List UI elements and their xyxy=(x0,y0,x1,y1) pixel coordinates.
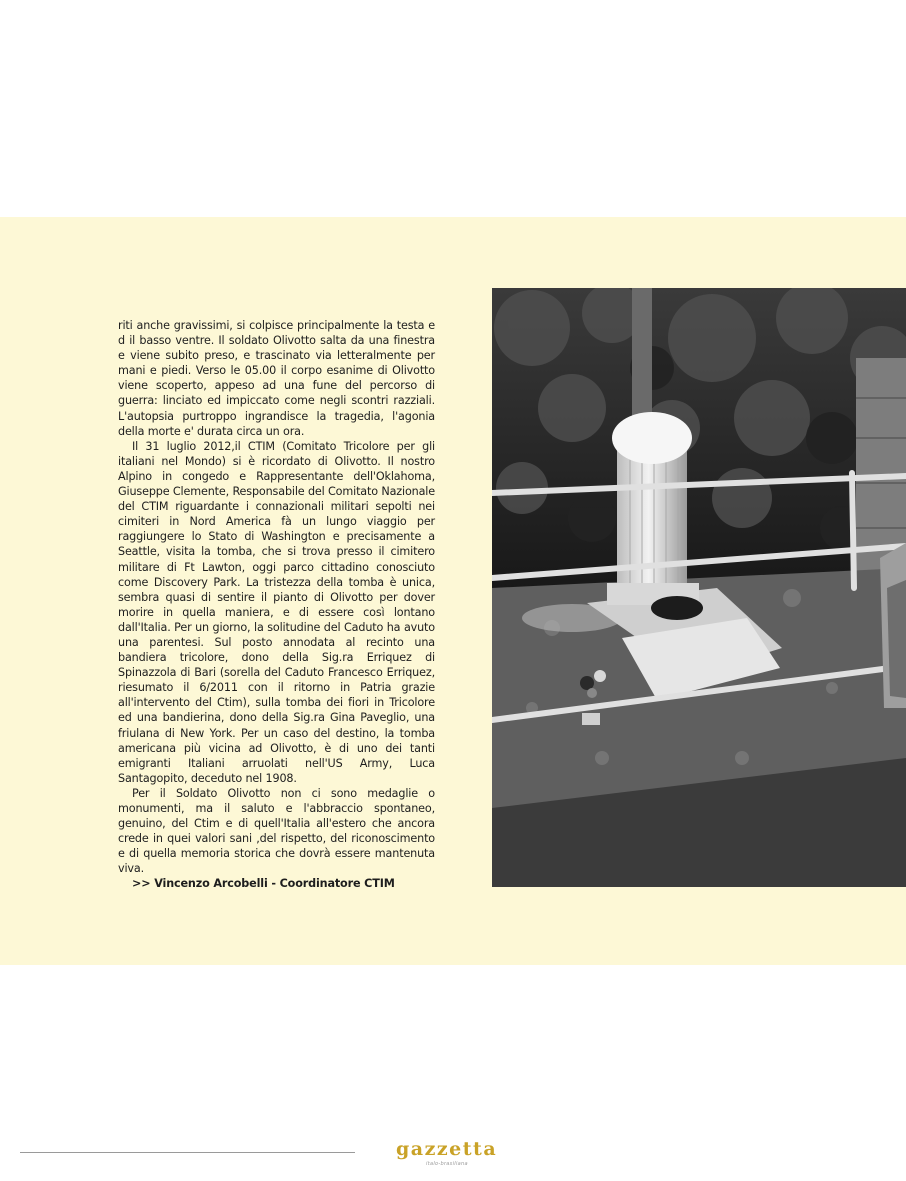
article-paragraph: Per il Soldato Olivotto non ci sono medaglie o monumenti, ma il saluto e l'abbraccio spontaneo, genuino, del Ctim e di quell'Italia all'estero che ancora crede in quei valori sani ,del rispetto, del riconoscimento e di quella memoria storica che dovrà essere mantenuta viva. xyxy=(118,786,435,876)
grave-photo xyxy=(492,288,906,887)
footer-divider xyxy=(20,1152,355,1153)
article-paragraph: riti anche gravissimi, si colpisce principalmente la testa e d il basso ventre. Il soldato Olivotto salta da una finestra e viene subito preso, e trascinato via letteralmente per mani e piedi. Verso le 05.00 il corpo esanime di Olivotto viene scoperto, appeso ad una fune del percorso di guerra: linciato ed impiccato come negli scontri razziali. L'autopsia purtroppo ingrandisce la tragedia, l'agonia della morte e' durata circa un ora. xyxy=(118,319,435,438)
logo-wordmark: gazzetta xyxy=(396,1138,498,1160)
article-signature: >> Vincenzo Arcobelli - Coordinatore CTIM xyxy=(132,877,395,891)
logo-subtitle: italo-brasiliana xyxy=(426,1161,468,1167)
article-paragraph: Il 31 luglio 2012,il CTIM (Comitato Tricolore per gli italiani nel Mondo) si è ricordato di Olivotto. Il nostro Alpino in congedo e Rappresentante dell'Oklahoma, Giuseppe Clemente, Responsabile del Comitato Nazionale del CTIM riguardante i connazionali militari sepolti nei cimiteri in Nord America fà un lungo viaggio per raggiungere lo Stato di Washington e precisamente a Seattle, visita la tomba, che si trova presso il cimitero militare di Ft Lawton, oggi parco cittadino conosciuto come Discovery Park. La tristezza della tomba è unica, sembra quasi di sentire il pianto di Olivotto per dover morire in quella maniera, e di essere così lontano dall'Italia. Per un giorno, la solitudine del Caduto ha avuto una parentesi. Sul posto annodata al recinto una bandiera tricolore, dono della Sig.ra Erriquez di Spinazzola di Bari (sorella del Caduto Francesco Erriquez, riesumato il 6/2011 con il ritorno in Patria grazie all'intervento del Ctim), sulla tomba dei fiori in Tricolore ed una bandierina, dono della Sig.ra Gina Paveglio, una friulana di New York. Per un caso del destino, la tomba americana più vicina ad Olivotto, è di uno dei tanti emigranti Italiani arruolati nell'US Army, Luca Santagopito, deceduto nel 1908. xyxy=(118,439,435,785)
grave-photo-illustration xyxy=(492,288,906,887)
article-body xyxy=(118,318,435,892)
gazzetta-logo xyxy=(396,1136,512,1170)
